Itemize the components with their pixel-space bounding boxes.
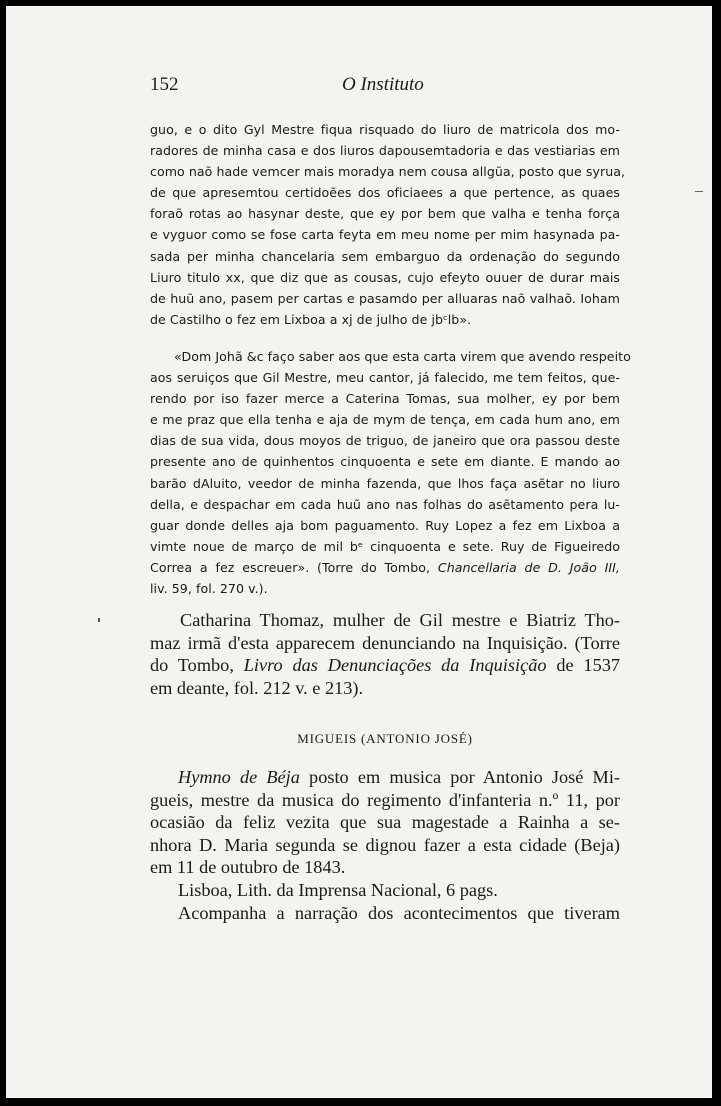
- book-title: Livro das Denunciações da Inquisição: [243, 655, 547, 676]
- text-line: «Dom Johã &c faço saber aos que esta carta virem que avendo respeito: [174, 349, 631, 364]
- text-line: vimte noue de março de mil bᵉ cinquoenta e sete. Ruy de Figueiredo: [150, 538, 620, 554]
- text-line: Catharina Thomaz, mulher de Gil mestre e Biatriz Tho-: [180, 610, 620, 630]
- text-line: como naõ hade vemcer mais moradya nem cousa allgũa, posto que syrua,: [150, 164, 626, 180]
- text-line: nhora D. Maria segunda se dignou fazer a esta cidade (Beja): [150, 834, 620, 855]
- text-line: radores de minha casa e dos liuros dapousemtadoria e das vestiarias em: [150, 143, 620, 159]
- text-segment: do Tombo,: [150, 655, 244, 676]
- text-line: presente ano de quinhentos cinquoenta e sete em diante. E mando ao: [150, 454, 620, 470]
- text-line: foraõ rotas ao hasynar deste, que ey por bem que valha e tenha força: [150, 206, 620, 222]
- quoted-royal-letter: [150, 346, 631, 599]
- margin-mark: [695, 191, 703, 192]
- text-line: della, e despachar em cada huũ ano nas folhas do asẽtamento pera lu-: [150, 496, 620, 512]
- section-heading: MIGUEIS (ANTONIO JOSÉ): [297, 731, 473, 746]
- text-segment: posto em musica por Antonio José Mi-: [299, 767, 620, 787]
- text-line: guar donde delles aja bom paguamento. Ruy Lopez a fez em Lixboa a: [150, 517, 620, 533]
- text-line: ocasião da feliz vezita que sua magestade a Rainha a se-: [150, 812, 620, 833]
- text-line: maz irmã d'esta apparecem denunciando na Inquisição. (Torre: [150, 632, 620, 653]
- book-page: [6, 6, 712, 1098]
- citation-reference: liv. 59, fol. 270 v.).: [150, 581, 268, 597]
- page-header: [150, 74, 620, 100]
- work-title: Hymno de Béja: [178, 767, 300, 787]
- text-line: e vyguor como se fose carta feyta em meu nome per mim hasynada pa-: [150, 227, 620, 243]
- text-line: gueis, mestre da musica do regimento d'infanteria n.º 11, por: [150, 789, 620, 810]
- text-line: aos seruiços que Gil Mestre, meu cantor, já falecido, me tem feitos, que-: [150, 370, 620, 386]
- text-line: e me praz que ella tenha e aja de mym de tença, em cada hum ano, em: [150, 412, 620, 428]
- margin-tick: [98, 618, 100, 622]
- text-line: [150, 654, 620, 677]
- citation-title: Chancellaria de D. João III,: [437, 559, 620, 575]
- page-number: 152: [150, 74, 179, 95]
- text-line: de Castilho o fez em Lixboa a xj de julho de jbᶜlb».: [150, 311, 472, 327]
- text-segment: de 1537: [546, 655, 620, 676]
- hymno-paragraph: [150, 766, 620, 924]
- text-line: em deante, fol. 212 v. e 213).: [150, 677, 364, 698]
- text-line: em 11 de outubro de 1843.: [150, 857, 346, 878]
- text-line: rendo por iso fazer merce a Caterina Tomas, sua molher, ey por bem: [150, 391, 620, 407]
- catharina-paragraph: [150, 609, 620, 699]
- text-line: de que apresemtou certidoẽes dos oficiaees a que pertence, as quaes: [150, 185, 620, 201]
- text-line: dias de sua vida, dous moyos de triguo, de janeiro que ora passou deste: [150, 433, 620, 449]
- text-line: guo, e o dito Gyl Mestre fiqua risquado do liuro de matricola dos mo-: [150, 122, 620, 137]
- text-line: [150, 766, 620, 789]
- running-title: O Instituto: [342, 74, 424, 95]
- continuation-line: Acompanha a narração dos acontecimentos que tiveram: [178, 902, 620, 923]
- text-line: de huũ ano, pasem per cartas e pasamdo per alluaras naõ valhaõ. Ioham: [150, 290, 620, 306]
- citation-line: [150, 557, 620, 578]
- citation-text: Correa a fez escreuer». (Torre do Tombo,: [150, 559, 438, 575]
- publication-line: Lisboa, Lith. da Imprensa Nacional, 6 pags.: [178, 879, 498, 900]
- text-line: barão dAluito, veedor de minha fazenda, que lhos faça asẽtar no liuro: [150, 475, 620, 491]
- quoted-document-continuation: [150, 119, 626, 330]
- text-line: Liuro titulo xx, que diz que as cousas, cujo efeyto ouuer de durar mais: [150, 269, 620, 285]
- text-line: sada per minha chancelaria sem embarguo da ordenação do segundo: [150, 248, 620, 264]
